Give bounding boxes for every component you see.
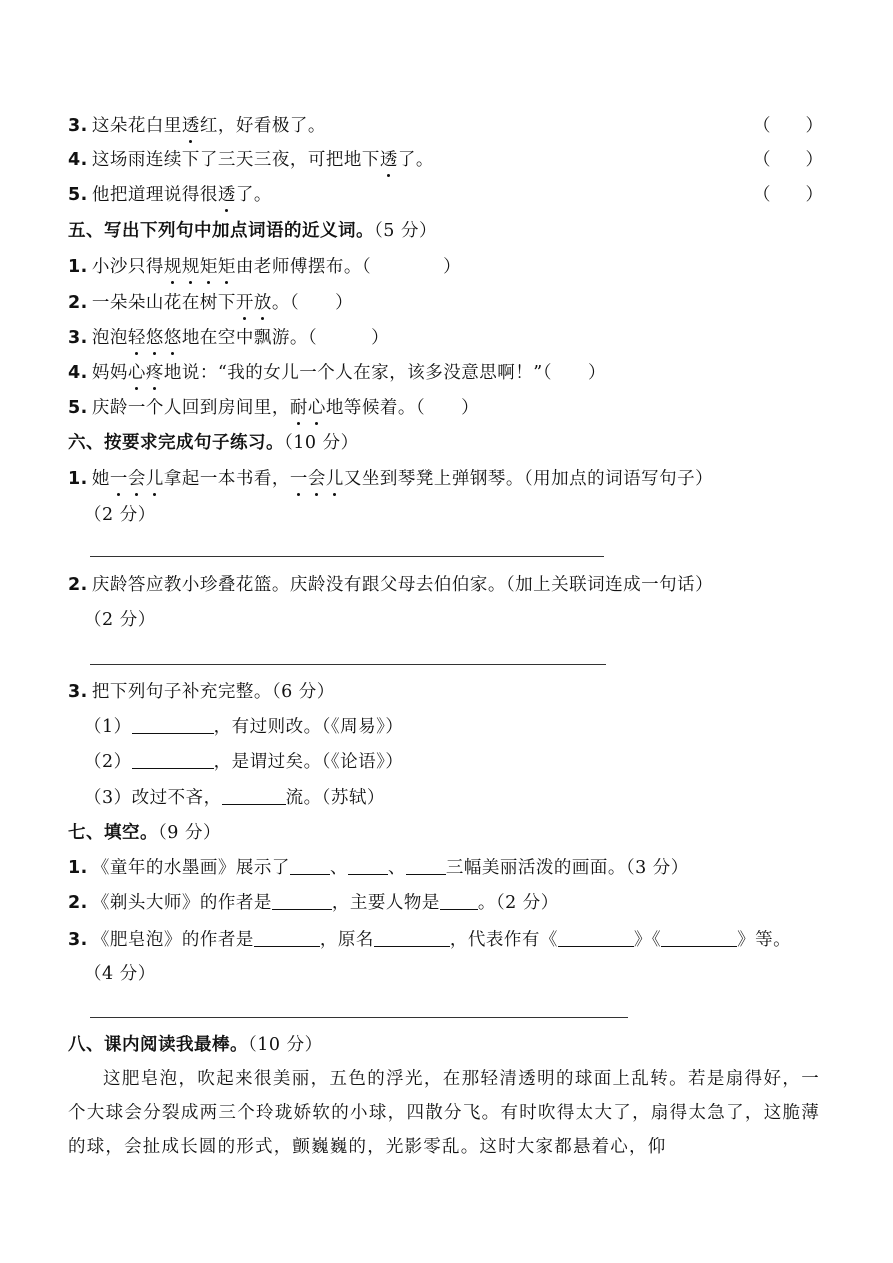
question-5-1: 1. 小沙只得规规矩矩由老师傅摆布。（ ） bbox=[68, 257, 462, 277]
question-5-3: 3. 泡泡轻悠悠地在空中飘游。（ ） bbox=[68, 328, 390, 348]
answer-parentheses[interactable]: （ ） bbox=[753, 185, 823, 205]
fill-blank[interactable] bbox=[254, 928, 320, 947]
answer-line[interactable] bbox=[90, 664, 606, 665]
fill-item-2: （2） ，是谓过矣。（《论语》） bbox=[84, 752, 404, 772]
question-7-3: 3. 《肥皂泡》的作者是 ，原名 ，代表作有《 》《 》等。 bbox=[68, 930, 792, 950]
section-5-heading bbox=[68, 219, 437, 243]
dotted-word: 一会儿 bbox=[289, 469, 344, 489]
section-score: （10 分） bbox=[284, 433, 359, 453]
question-6-3: 3. 把下列句子补充完整。（6 分） bbox=[68, 682, 335, 702]
question-score: （2 分） bbox=[84, 610, 156, 630]
question-4-4: 4. 这场雨连续下了三天三夜，可把地下透了。 bbox=[68, 150, 434, 170]
question-number: 5. bbox=[68, 185, 88, 205]
fill-blank[interactable] bbox=[558, 928, 634, 947]
dotted-word: 心疼 bbox=[127, 363, 164, 383]
section-title: 六、按要求完成句子练习。 bbox=[68, 433, 284, 453]
section-6-heading bbox=[68, 431, 359, 455]
dotted-word: 透 bbox=[217, 185, 236, 205]
answer-line[interactable] bbox=[90, 1017, 628, 1018]
section-8-heading bbox=[68, 1033, 323, 1057]
question-5-5: 5. 庆龄一个人回到房间里，耐心地等候着。（ ） bbox=[68, 398, 480, 418]
question-7-2: 2. 《剃头大师》的作者是 ，主要人物是 。（2 分） bbox=[68, 893, 559, 913]
fill-item-1: （1） ，有过则改。（《周易》） bbox=[84, 717, 404, 737]
question-number: 3. bbox=[68, 116, 88, 136]
question-6-2: 2. 庆龄答应教小珍叠花篮。庆龄没有跟父母去伯伯家。（加上关联词连成一句话） bbox=[68, 575, 714, 595]
question-score: （4 分） bbox=[84, 964, 156, 984]
section-score: （9 分） bbox=[158, 823, 221, 843]
fill-blank[interactable] bbox=[222, 786, 286, 805]
answer-line[interactable] bbox=[90, 556, 604, 557]
question-4-5: 5. 他把道理说得很透了。 bbox=[68, 185, 272, 205]
fill-item-3: （3）改过不吝， 流。（苏轼） bbox=[84, 788, 385, 808]
section-title: 五、写出下列句中加点词语的近义词。 bbox=[68, 221, 374, 241]
dotted-word: 规规矩矩 bbox=[163, 257, 236, 277]
section-title: 七、填空。 bbox=[68, 823, 158, 843]
dotted-word: 透 bbox=[181, 116, 200, 136]
section-7-heading bbox=[68, 821, 221, 845]
answer-parentheses[interactable]: （ ） bbox=[753, 150, 823, 170]
fill-blank[interactable] bbox=[132, 750, 214, 769]
dotted-word: 一会儿 bbox=[109, 469, 164, 489]
section-score: （5 分） bbox=[374, 221, 437, 241]
fill-blank[interactable] bbox=[406, 856, 446, 875]
fill-blank[interactable] bbox=[374, 928, 450, 947]
section-title: 八、课内阅读我最棒。 bbox=[68, 1035, 248, 1055]
fill-blank[interactable] bbox=[290, 856, 330, 875]
dotted-word: 轻悠悠 bbox=[127, 328, 182, 348]
fill-blank[interactable] bbox=[661, 928, 737, 947]
question-6-1: 1. 她一会儿拿起一本书看，一会儿又坐到琴凳上弹钢琴。（用加点的词语写句子） bbox=[68, 469, 714, 489]
question-number: 4. bbox=[68, 150, 88, 170]
dotted-word: 透 bbox=[379, 150, 398, 170]
answer-parentheses[interactable]: （ ） bbox=[753, 116, 823, 136]
question-7-1: 1. 《童年的水墨画》展示了 、 、 三幅美丽活泼的画面。（3 分） bbox=[68, 858, 689, 878]
question-5-2: 2. 一朵朵山花在树下开放。（ ） bbox=[68, 293, 354, 313]
question-5-4: 4. 妈妈心疼地说：“我的女儿一个人在家，该多没意思啊！”（ ） bbox=[68, 363, 606, 383]
fill-blank[interactable] bbox=[272, 891, 332, 910]
question-4-3: 3. 这朵花白里透红，好看极了。 bbox=[68, 116, 326, 136]
fill-blank[interactable] bbox=[348, 856, 388, 875]
fill-blank[interactable] bbox=[440, 891, 478, 910]
reading-passage: 这肥皂泡，吹起来很美丽，五色的浮光，在那轻清透明的球面上乱转。若是扇得好，一个大球会分裂成两三个玲珑娇软的小球，四散分飞。有时吹得太大了，扇得太急了，这脆薄的球，会扯成长圆的形式，颤巍巍的，光影零乱。这时大家都悬着心，仰 bbox=[68, 1069, 820, 1157]
dotted-word: 开放 bbox=[235, 293, 272, 313]
question-score: （2 分） bbox=[84, 505, 156, 525]
dotted-word: 耐心 bbox=[289, 398, 326, 418]
fill-blank[interactable] bbox=[132, 715, 214, 734]
section-score: （10 分） bbox=[248, 1035, 323, 1055]
